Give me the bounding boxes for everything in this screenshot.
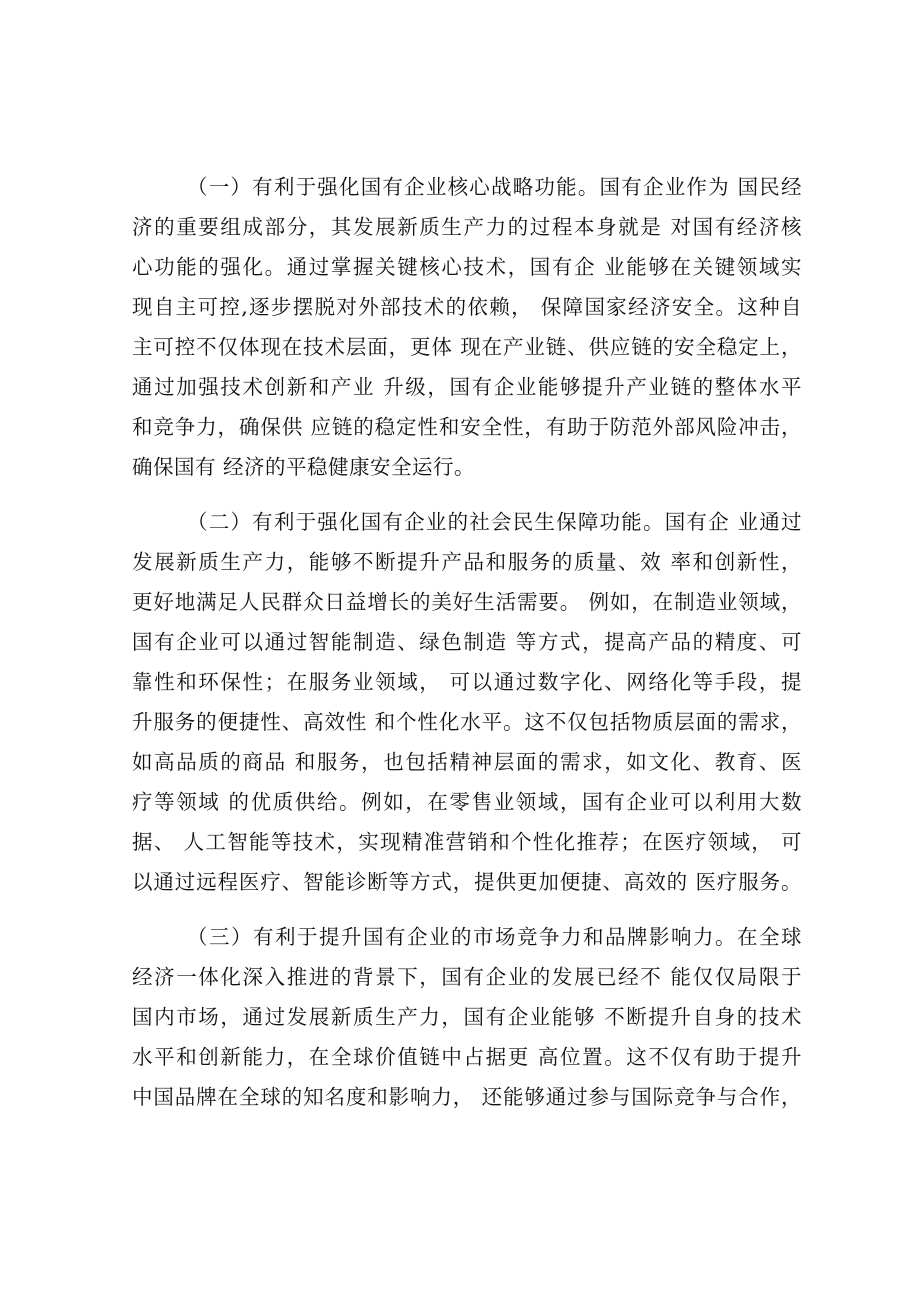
paragraph-1-line-2: 济的重要组成部分，其发展新质生产力的过程本身就是 对国有经济核 <box>132 215 802 239</box>
paragraph-3-line-5: 中国品牌在全球的知名度和影响力， 还能够通过参与国际竞争与合作， <box>132 1085 802 1109</box>
paragraph-3-line-2: 经济一体化深入推进的背景下，国有企业的发展已经不 能仅仅局限于 <box>132 965 802 989</box>
paragraph-2-line-5: 靠性和环保性；在服务业领域， 可以通过数字化、网络化等手段，提 <box>132 670 802 694</box>
paragraph-1-line-6: 通过加强技术创新和产业 升级，国有企业能够提升产业链的整体水平 <box>132 375 802 399</box>
paragraph-2-line-3: 更好地满足人民群众日益增长的美好生活需要。 例如，在制造业领域， <box>132 590 802 614</box>
paragraph-2-line-9: 据、 人工智能等技术，实现精准营销和个性化推荐；在医疗领域， 可 <box>132 830 802 854</box>
paragraph-2-line-10: 以通过远程医疗、智能诊断等方式，提供更加便捷、高效的 医疗服务。 <box>132 870 802 894</box>
paragraph-1-line-1: （一）有利于强化国有企业核心战略功能。国有企业作为 国民经 <box>187 175 802 199</box>
paragraph-1-line-4: 现自主可控,逐步摆脱对外部技术的依赖， 保障国家经济安全。这种自 <box>132 295 802 319</box>
paragraph-2-line-2: 发展新质生产力，能够不断提升产品和服务的质量、效 率和创新性， <box>132 550 802 574</box>
paragraph-1-line-5: 主可控不仅体现在技术层面，更体 现在产业链、供应链的安全稳定上， <box>132 335 802 359</box>
paragraph-2-line-1: （二）有利于强化国有企业的社会民生保障功能。国有企 业通过 <box>187 510 802 534</box>
paragraph-3-line-3: 国内市场，通过发展新质生产力，国有企业能够 不断提升自身的技术 <box>132 1005 802 1029</box>
paragraph-1-line-7: 和竞争力，确保供 应链的稳定性和安全性，有助于防范外部风险冲击， <box>132 415 802 439</box>
paragraph-1-line-8: 确保国有 经济的平稳健康安全运行。 <box>132 455 476 479</box>
paragraph-1-line-3: 心功能的强化。通过掌握关键核心技术，国有企 业能够在关键领域实 <box>132 255 802 279</box>
paragraph-2-line-8: 疗等领域 的优质供给。例如，在零售业领域，国有企业可以利用大数 <box>132 790 802 814</box>
paragraph-3-line-4: 水平和创新能力，在全球价值链中占据更 高位置。这不仅有助于提升 <box>132 1045 802 1069</box>
paragraph-2-line-4: 国有企业可以通过智能制造、绿色制造 等方式，提高产品的精度、可 <box>132 630 802 654</box>
paragraph-2-line-7: 如高品质的商品 和服务，也包括精神层面的需求，如文化、教育、医 <box>132 750 802 774</box>
paragraph-2-line-6: 升服务的便捷性、高效性 和个性化水平。这不仅包括物质层面的需求， <box>132 710 802 734</box>
paragraph-3-line-1: （三）有利于提升国有企业的市场竞争力和品牌影响力。在全球 <box>187 925 802 949</box>
